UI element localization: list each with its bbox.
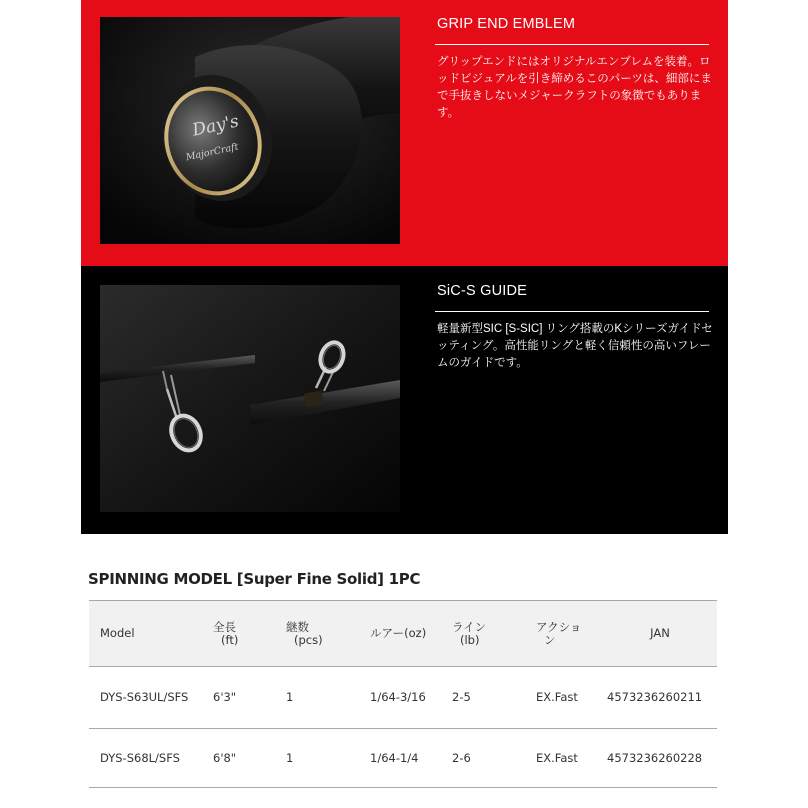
feature-description: グリップエンドにはオリジナルエンブレムを装着。ロッドビジュアルを引き締めるこのパーツは、細部にまで手抜きしないメジャークラフトの象徴でもあります。	[437, 56, 712, 119]
cell-model: DYS-S68L/SFS	[89, 729, 202, 788]
grip-end-photo	[100, 17, 400, 244]
cell-action: EX.Fast	[525, 729, 603, 788]
column-header-line: ライン (lb)	[441, 601, 525, 667]
cell-model: DYS-S63UL/SFS	[89, 667, 202, 729]
cell-line: 2-5	[441, 667, 525, 729]
cell-length: 6'8"	[202, 729, 275, 788]
column-header-lure: ルアー(oz)	[359, 601, 441, 667]
feature-description: 軽量新型SIC [S-SIC] リング搭載のKシリーズガイドセッティング。高性能リングと軽く信頼性の高いフレームのガイドです。	[437, 323, 713, 369]
feature-heading: GRIP END EMBLEM	[437, 16, 576, 32]
emblem-text-majorcraft: MajorCraft	[184, 141, 240, 164]
guide-photo	[100, 285, 400, 512]
cell-lure: 1/64-1/4	[359, 729, 441, 788]
grip-end-emblem-section	[81, 0, 728, 266]
cell-line: 2-6	[441, 729, 525, 788]
heading-divider	[435, 311, 709, 312]
emblem-text-days: Day's	[190, 111, 241, 141]
column-header-jan: JAN	[603, 601, 717, 667]
sic-guide-section	[81, 266, 728, 534]
column-header-pieces: 継数 (pcs)	[275, 601, 359, 667]
column-header-action: アクショ ン	[525, 601, 603, 667]
heading-divider	[435, 44, 709, 45]
cell-jan: 4573236260211	[603, 667, 717, 729]
cell-jan: 4573236260228	[603, 729, 717, 788]
feature-heading: SiC-S GUIDE	[437, 283, 528, 299]
cell-pieces: 1	[275, 729, 359, 788]
table-header-row	[89, 601, 717, 667]
column-header-length: 全長 (ft)	[202, 601, 275, 667]
cell-length: 6'3"	[202, 667, 275, 729]
spec-table	[89, 600, 717, 788]
spec-table-title: SPINNING MODEL [Super Fine Solid] 1PC	[88, 570, 421, 588]
cell-lure: 1/64-3/16	[359, 667, 441, 729]
table-row	[89, 729, 717, 788]
cell-action: EX.Fast	[525, 667, 603, 729]
cell-pieces: 1	[275, 667, 359, 729]
table-row	[89, 667, 717, 729]
column-header-model: Model	[89, 601, 202, 667]
